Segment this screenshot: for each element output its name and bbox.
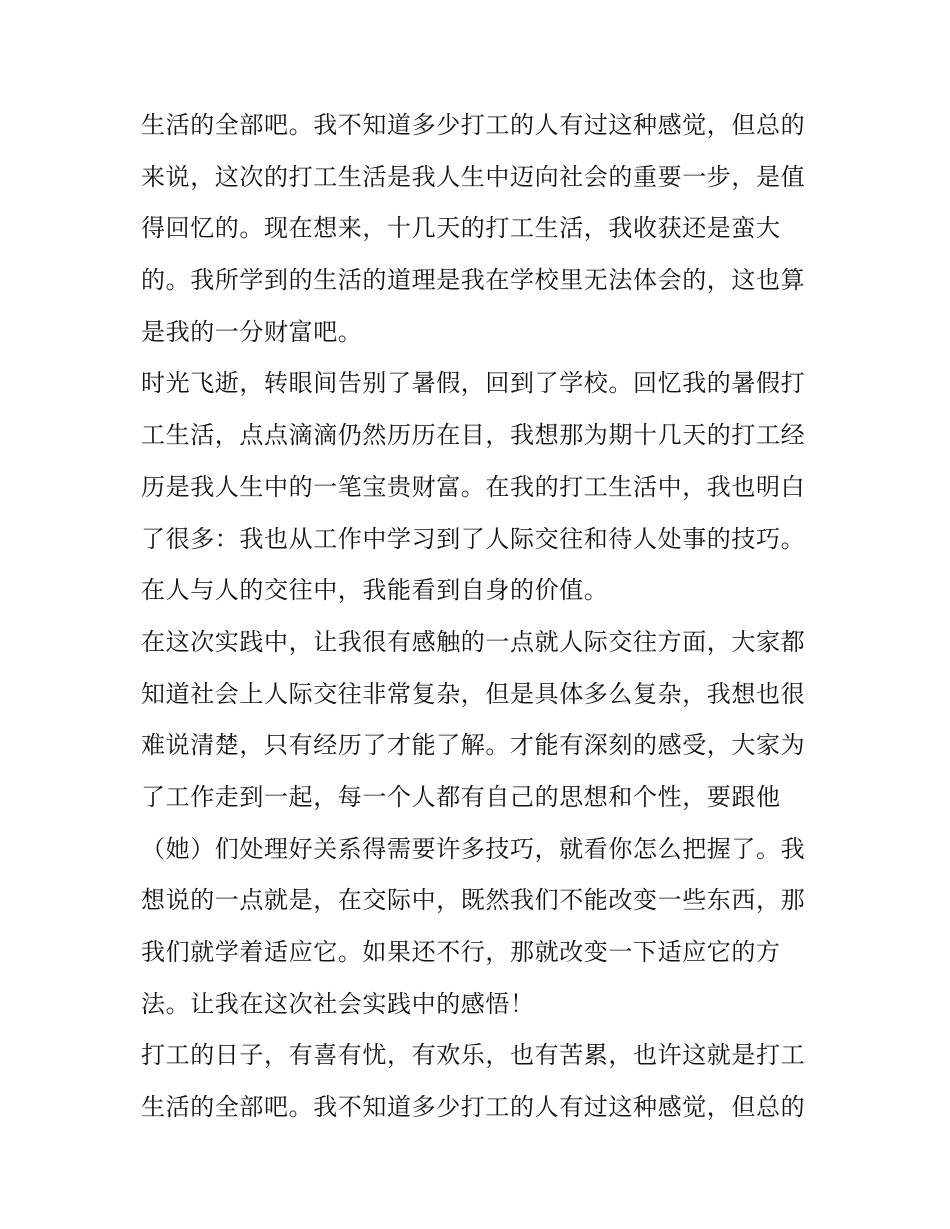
- text-line: 了工作走到一起，每一个人都有自己的思想和个性，要跟他: [141, 782, 781, 811]
- text-line: 时光飞逝，转眼间告别了暑假，回到了学校。回忆我的暑假打: [141, 369, 806, 398]
- text-line: 打工的日子，有喜有忧，有欢乐，也有苦累，也许这就是打工: [141, 1041, 806, 1070]
- text-line: 在这次实践中，让我很有感触的一点就人际交往方面，大家都: [141, 627, 806, 656]
- text-line: 我们就学着适应它。如果还不行，那就改变一下适应它的方: [141, 938, 781, 966]
- text-line: （她）们处理好关系得需要许多技巧，就看你怎么把握了。我: [141, 834, 806, 863]
- text-line: 是我的一分财富吧。: [141, 317, 363, 346]
- text-line: 的。我所学到的生活的道理是我在学校里无法体会的，这也算: [141, 266, 806, 295]
- text-line: 想说的一点就是，在交际中，既然我们不能改变一些东西，那: [141, 886, 806, 915]
- text-line: 法。让我在这次社会实践中的感悟！: [141, 989, 535, 1018]
- text-line: 历是我人生中的一笔宝贵财富。在我的打工生活中，我也明白: [141, 472, 806, 501]
- text-line: 知道社会上人际交往非常复杂，但是具体多么复杂，我想也很: [141, 679, 806, 708]
- text-line: 生活的全部吧。我不知道多少打工的人有过这种感觉，但总的: [141, 111, 806, 139]
- text-line: 工生活，点点滴滴仍然历历在目，我想那为期十几天的打工经: [141, 421, 806, 450]
- text-line: 生活的全部吧。我不知道多少打工的人有过这种感觉，但总的: [141, 1093, 806, 1122]
- text-line: 在人与人的交往中，我能看到自身的价值。: [141, 576, 609, 605]
- text-line: 来说，这次的打工生活是我人生中迈向社会的重要一步，是值: [141, 162, 806, 191]
- text-line: 难说清楚，只有经历了才能了解。才能有深刻的感受，大家为: [141, 731, 806, 760]
- text-line: 了很多：我也从工作中学习到了人际交往和待人处事的技巧。: [141, 524, 806, 553]
- text-line: 得回忆的。现在想来，十几天的打工生活，我收获还是蛮大: [141, 214, 781, 243]
